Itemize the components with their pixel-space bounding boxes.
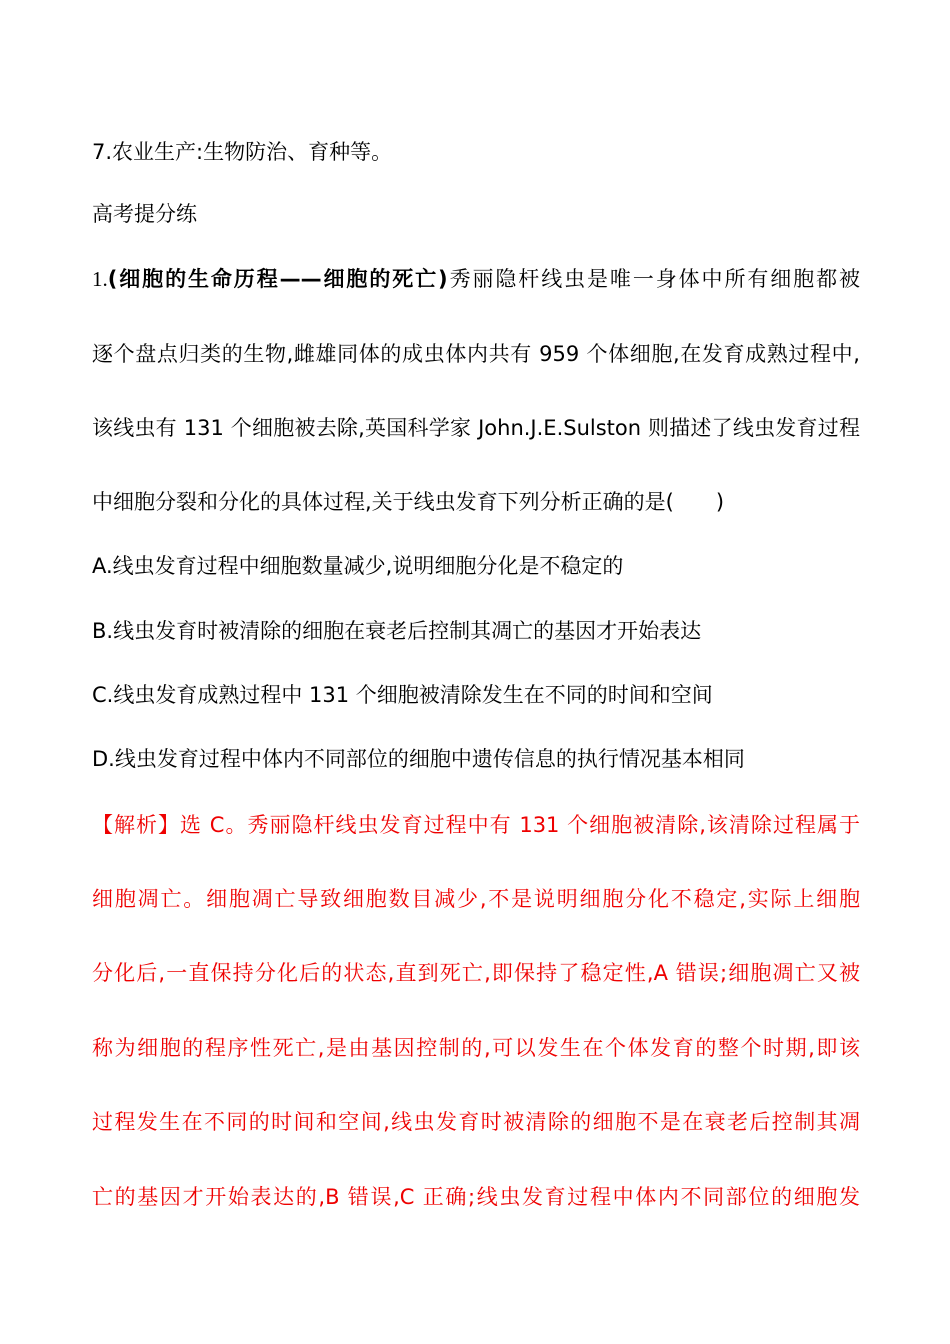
option-d: D.线虫发育过程中体内不同部位的细胞中遗传信息的执行情况基本相同 bbox=[92, 747, 745, 771]
question-number: 1. bbox=[92, 267, 108, 291]
section-title: 高考提分练 bbox=[92, 202, 197, 226]
analysis-line: 分化后,一直保持分化后的状态,直到死亡,即保持了稳定性,A 错误;细胞凋亡又被 bbox=[92, 961, 860, 985]
question-stem-line: 该线虫有 131 个细胞被去除,英国科学家 John.J.E.Sulston 则描述了线虫发育过程 bbox=[92, 416, 860, 440]
analysis-line: 称为细胞的程序性死亡,是由基因控制的,可以发生在个体发育的整个时期,即该 bbox=[92, 1036, 860, 1060]
analysis-line: 【解析】选 C。秀丽隐杆线虫发育过程中有 131 个细胞被清除,该清除过程属于 bbox=[92, 813, 860, 837]
analysis-line: 亡的基因才开始表达的,B 错误,C 正确;线虫发育过程中体内不同部位的细胞发 bbox=[92, 1185, 860, 1209]
question-stem-line: 中细胞分裂和分化的具体过程,关于线虫发育下列分析正确的是( ) bbox=[92, 490, 725, 514]
analysis-line: 过程发生在不同的时间和空间,线虫发育时被清除的细胞不是在衰老后控制其凋 bbox=[92, 1110, 860, 1134]
analysis-line: 细胞凋亡。细胞凋亡导致细胞数目减少,不是说明细胞分化不稳定,实际上细胞 bbox=[92, 887, 860, 911]
question-stem-line: 逐个盘点归类的生物,雌雄同体的成虫体内共有 959 个体细胞,在发育成熟过程中, bbox=[92, 342, 860, 366]
item-7-text: 7.农业生产:生物防治、育种等。 bbox=[92, 140, 393, 164]
question-stem-line: 秀丽隐杆线虫是唯一身体中所有细胞都被 bbox=[447, 267, 860, 291]
question-1-line-1 bbox=[92, 264, 860, 294]
option-c: C.线虫发育成熟过程中 131 个细胞被清除发生在不同的时间和空间 bbox=[92, 683, 713, 707]
option-b: B.线虫发育时被清除的细胞在衰老后控制其凋亡的基因才开始表达 bbox=[92, 619, 702, 643]
question-topic: (细胞的生命历程——细胞的死亡) bbox=[107, 267, 448, 291]
option-a: A.线虫发育过程中细胞数量减少,说明细胞分化是不稳定的 bbox=[92, 554, 624, 578]
